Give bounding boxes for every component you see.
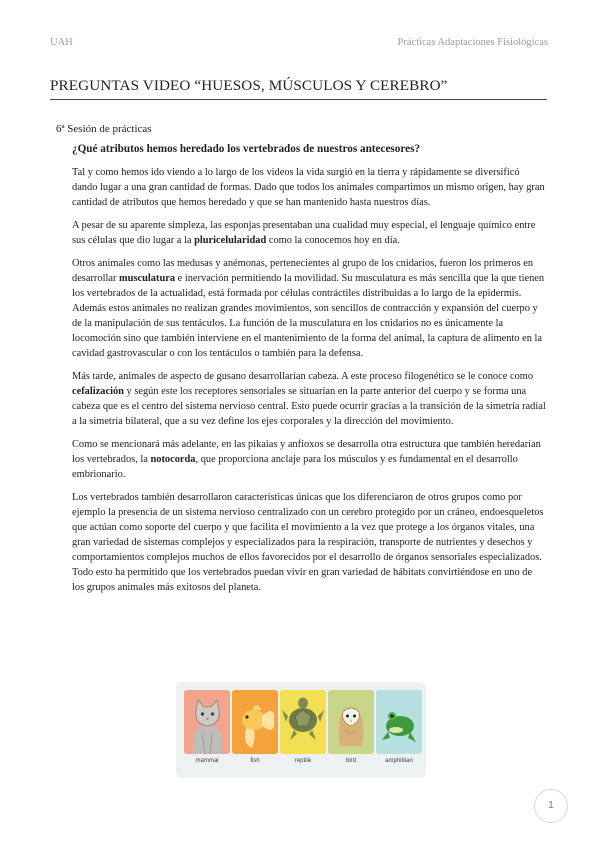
paragraph-5 (72, 437, 546, 482)
paragraph-4 (72, 369, 546, 429)
paragraph-3-text-c: e inervación permitiendo la movilidad. Su musculatura es más sencilla que la que tienen los vertebrados de la actualidad, está formada por células contráctiles distribuidas a lo largo de la epidermis. Además estos animales no realizan grandes movimientos, son sencillos de contracción y expansión del cuerpo y de la manipulación de sus tentáculos. La función de la musculatura en los cnidarios no es únicamente la locomoción sino que también interviene en el mantenimiento de la forma del animal, la captura de alimento en la cavidad gastrovascular o con los tentáculos o también para la defensa. (72, 273, 545, 359)
label-fish: fish (250, 758, 260, 764)
cat-icon (184, 690, 230, 754)
goldfish-icon (232, 690, 278, 754)
reptile-panel (280, 690, 326, 754)
term-notocorda: notocorda (150, 454, 196, 465)
frog-icon (376, 690, 422, 754)
label-bird: bird (345, 758, 356, 764)
paragraph-6: Los vertebrados también desarrollaron características únicas que los diferenciaron de otros grupos como por ejemplo la presencia de un sistema nervioso centralizado con un cerebro protegido por un cráneo, endoesqueletos que actúan como soporte del cuerpo y que facilita el movimiento a la vez que protege a los órganos vitales, una gran variedad de sistemas complejos y especializados para la respiración, transporte de nutrientes y desechos y comportamientos complejos muchos de ellos favorecidos por el desarrollo de órganos sensoriales especializados. Todo esto ha permitido que los vertebrados puedan vivir en gran variedad de hábitats convirtiéndose en uno de los grupos animales más exitosos del planeta. (72, 492, 544, 593)
term-pluricelularidad: pluricelularidad (194, 235, 267, 246)
paragraph-4-text-c: y según este los receptores sensoriales se situarían en la parte anterior del cuerpo y se forma una cabeza que es el centro del sistema nervioso central. Esto puede ocurrir gracias a la transición de la simetría radial a la simetría bilateral, que a su vez define los ejes corporales y la dirección del movimiento. (72, 386, 546, 427)
amphibian-panel (376, 690, 422, 754)
paragraph-1: Tal y como hemos ido viendo a lo largo de los videos la vida surgió en la tierra y rápidamente se diversificó dando lugar a una gran cantidad de formas. Dado que todos los animales compartimos un mismo origen, hay gran cantidad de atributos que hemos heredado y que se han mantenido hasta nuestros días. (72, 167, 545, 208)
fish-panel (232, 690, 278, 754)
label-amphibian: amphibian (385, 758, 413, 764)
body-text (72, 165, 546, 603)
header-left: UAH (50, 37, 73, 48)
bird-panel (328, 690, 374, 754)
paragraph-3 (72, 256, 546, 361)
title-divider (50, 99, 547, 100)
owl-icon (328, 690, 374, 754)
label-mammal: mammal (195, 758, 219, 764)
term-musculatura: musculatura (119, 273, 176, 284)
paragraph-5-text-a: Como se mencionará más adelante, en las pikaias y anfioxos se desarrolla otra estructura que también heredarían los vertebrados, la (72, 439, 541, 465)
paragraph-3-text-a: Otros animales como las medusas y anémonas, pertenecientes al grupo de los cnidarios, fueron los primeros en desarrollar (72, 258, 534, 284)
session-label: 6ª Sesión de prácticas (56, 123, 152, 135)
paragraph-2 (72, 218, 546, 248)
vertebrate-groups-figure (176, 682, 426, 778)
label-reptile: reptile (294, 758, 312, 764)
paragraph-2-text-c: como la conocemos hoy en día. (266, 235, 400, 246)
paragraph-4-text-a: Más tarde, animales de aspecto de gusano desarrollarían cabeza. A este proceso filogenético se le conoce como (72, 371, 534, 382)
question-heading: ¿Qué atributos hemos heredado los vertebrados de nuestros antecesores? (72, 143, 421, 155)
header-right: Prácticas Adaptaciones Fisiológicas (397, 37, 548, 48)
paragraph-5-text-c: , que proporciona anclaje para los músculos y es fundamental en el desarrollo embrionario. (72, 454, 518, 480)
mammal-panel (184, 690, 230, 754)
page-number: 1 (534, 789, 568, 823)
turtle-icon (280, 690, 326, 754)
paragraph-2-text-a: A pesar de su aparente simpleza, las esponjas presentaban una cualidad muy especial, el lenguaje químico entre sus células que dio lugar a la (72, 220, 536, 246)
page-title: PREGUNTAS VIDEO “HUESOS, MÚSCULOS Y CEREBRO” (50, 77, 448, 94)
term-cefalizacion: cefalización (72, 386, 124, 397)
